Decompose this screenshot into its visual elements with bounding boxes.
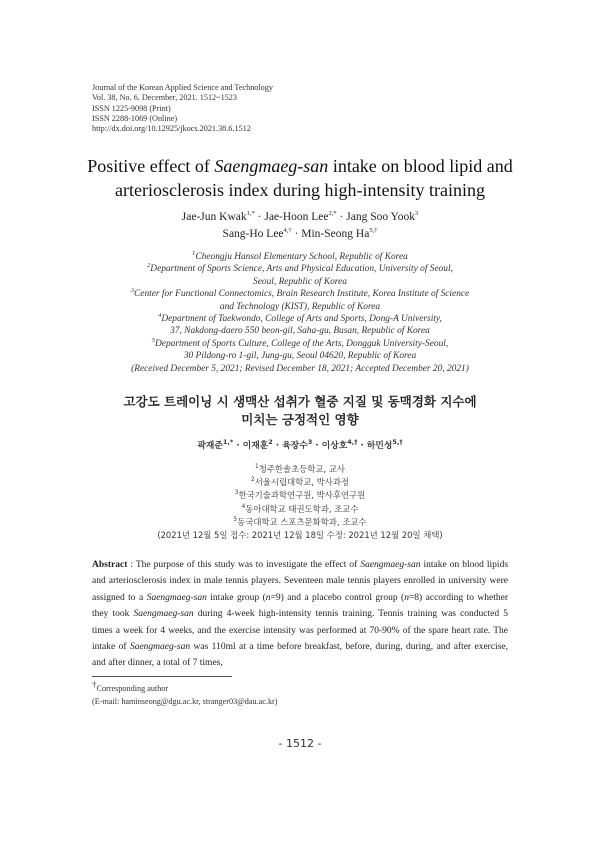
title-line1-italic: Saengmaeg-san	[214, 156, 329, 176]
affiliation-sup: 1	[192, 249, 196, 257]
abstract-label: Abstract	[92, 560, 128, 570]
korean-author-sup: 2	[268, 438, 273, 447]
affiliation-sup: 4	[158, 311, 162, 319]
korean-received-dates: (2021년 12월 5일 접수: 2021년 12월 18일 수정: 2021년 12월 20일 채택)	[157, 530, 443, 541]
affiliation-line: Cheongju Hansol Elementary School, Republic of Korea	[195, 252, 408, 262]
abstract-italic: n	[265, 592, 271, 603]
abstract-text: intake on blood lipids and arteriosclerosis index in male tennis players. Seventeen male tennis players enrolled in university were assigned to a	[92, 560, 509, 603]
korean-affiliation: 청주한솔초등학교, 교사	[258, 464, 345, 474]
korean-affiliation: 동아대학교 태권도학과, 조교수	[245, 503, 359, 514]
journal-volume: Vol. 38, No. 6. December, 2021. 1512~1523	[92, 93, 237, 103]
korean-affiliation-sup: 4	[241, 503, 246, 510]
author-sup: 2,*	[328, 210, 337, 218]
korean-affiliation-sup: 2	[250, 477, 255, 484]
author-name: Sang-Ho Lee	[222, 228, 284, 240]
affiliation-sup: 2	[147, 262, 151, 270]
footnote-email: (E-mail: haminseong@dgu.ac.kr, stranger03@dau.ac.kr)	[92, 697, 278, 706]
author-separator: ·	[312, 441, 322, 451]
title-line1-after: intake on blood lipid and	[328, 156, 513, 176]
affiliation-line: 30 Pildong-ro 1-gil, Jung-gu, Seoul 04620, Republic of Korea	[183, 351, 417, 362]
author-sup: 1,*	[246, 210, 255, 218]
affiliation-sup: 3	[130, 287, 135, 295]
korean-author-name: 육장수	[282, 441, 308, 451]
korean-affiliation-sup: 5	[233, 517, 238, 524]
journal-name: Journal of the Korean Applied Science and Technology	[92, 83, 273, 92]
korean-author-name: 이상호	[321, 441, 348, 451]
korean-author-sup: 4,†	[347, 438, 358, 447]
dagger-marker: †	[92, 679, 97, 690]
korean-author-sup: 3	[307, 438, 313, 447]
author-separator: ·	[336, 211, 347, 223]
korean-affiliation: 동국대학교 스포츠문화학과, 조교수	[237, 516, 367, 527]
affiliation-line: Department of Sports Culture, College of the Arts, Dongguk University-Seoul,	[155, 338, 449, 349]
abstract-italic: Saengmaeg-san	[146, 592, 207, 603]
affiliation-list	[60, 251, 540, 375]
abstract-text: was 110ml at a time before breakfast, before, during, during, and after exercise, and after dinner, a total of 7 times,	[92, 642, 508, 669]
abstract-italic: Saengmaeg-san	[129, 642, 191, 653]
journal-issn-online: ISSN 2288-1069 (Online)	[92, 113, 178, 123]
abstract-text: The purpose of this study was to investigate the effect of	[135, 560, 361, 570]
author-name: Min-Seong Ha	[301, 228, 370, 240]
korean-title	[60, 393, 540, 429]
affiliation-line: 37, Nakdong-daero 550 beon-gil, Saha-gu, Busan, Republic of Korea	[170, 326, 430, 337]
paper-title	[60, 154, 540, 202]
korean-author-name: 이재훈	[242, 441, 269, 451]
affiliation-line: and Technology (KIST), Republic of Korea	[219, 301, 381, 312]
journal-issn-print: ISSN 1225-9098 (Print)	[92, 103, 171, 113]
journal-info	[92, 83, 273, 134]
abstract-text: intake group (	[206, 592, 266, 603]
affiliation-line: Department of Sports Science, Arts and Physical Education, University of Seoul,	[150, 264, 453, 275]
korean-title-line2: 미치는 긍정적인 영향	[241, 412, 359, 427]
title-line1-before: Positive effect of	[87, 156, 215, 176]
korean-affiliation: 한국기술과학연구원, 박사후연구원	[238, 490, 366, 501]
received-dates: (Received December 5, 2021; Revised December 18, 2021; Accepted December 20, 2021)	[131, 363, 469, 374]
korean-author-name: 하민성	[366, 441, 393, 451]
korean-title-line1: 고강도 트레이닝 시 생맥산 섭취가 혈중 지질 및 동맥경화 지수에	[123, 394, 477, 409]
author-name: Jae-Hoon Lee	[264, 211, 329, 223]
journal-doi: http://dx.doi.org/10.12925/jkocs.2021.38.6.1512	[92, 124, 251, 134]
korean-affiliation-sup: 3	[234, 490, 239, 497]
abstract-italic: Saengmaeg-san	[360, 560, 421, 570]
korean-author-sup: 5,†	[392, 438, 403, 447]
author-separator: ·	[233, 441, 243, 451]
abstract-text: =9) and a placebo control group (	[270, 592, 405, 603]
korean-affiliation: 서울시립대학교, 박사과정	[254, 477, 350, 488]
abstract-colon: :	[127, 560, 136, 570]
author-sup: 5,†	[369, 227, 378, 235]
footnote-label: Corresponding author	[96, 684, 169, 693]
author-separator: ·	[357, 441, 367, 451]
abstract-text: during 4-week high-intensity tennis training. Tennis training was conducted 5 times a week for 4 weeks, and the exercise intensity was performed at 70-90% of the spare heart rate. The intake of	[92, 609, 508, 653]
page-number: - 1512 -	[278, 737, 322, 750]
abstract-italic: Saengmaeg-san	[133, 609, 194, 620]
affiliation-sup: 5	[151, 336, 156, 344]
korean-author-sup: 1,*	[222, 438, 234, 447]
author-separator: ·	[272, 441, 283, 451]
author-separator: ·	[254, 211, 265, 223]
footnote	[92, 679, 278, 708]
abstract-italic: n	[404, 592, 409, 603]
title-line2: arteriosclerosis index during high-intensity training	[115, 180, 485, 200]
affiliation-line: Department of Taekwondo, College of Arts and Sports, Dong-A University,	[161, 314, 442, 325]
author-sup: 3	[414, 210, 419, 218]
abstract-text: =8) according to whether they took	[92, 592, 509, 620]
korean-author-list	[60, 438, 540, 451]
author-name: Jae-Jun Kwak	[181, 211, 247, 223]
affiliation-line: Center for Functional Connectomics, Brain Research Institute, Korea Institute of Science	[134, 289, 470, 300]
korean-affiliation-list	[60, 463, 540, 542]
author-separator: ·	[291, 228, 302, 240]
author-sup: 4,†	[283, 227, 292, 235]
author-list	[60, 209, 540, 243]
korean-author-name: 곽재준	[197, 441, 223, 451]
abstract	[92, 557, 508, 672]
footnote-divider	[92, 676, 232, 677]
affiliation-line: Seoul, Republic of Korea	[253, 276, 347, 287]
author-name: Jang Soo Yook	[346, 211, 415, 223]
korean-affiliation-sup: 1	[255, 464, 259, 471]
